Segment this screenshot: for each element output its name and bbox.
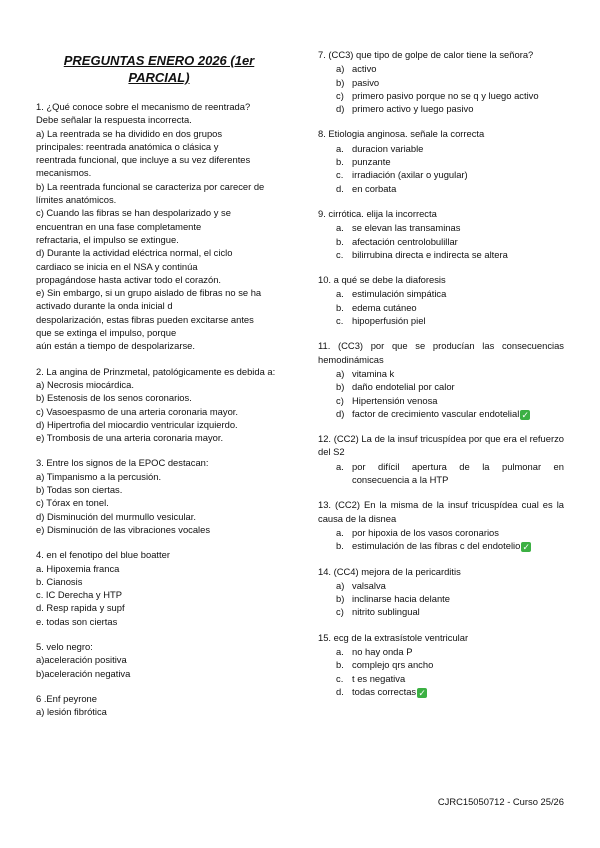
question-1-line: 1. ¿Qué conoce sobre el mecanismo de reentrada? [36,101,251,112]
question-4-option: c. IC Derecha y HTP [36,589,122,601]
question-1-line: refractaria, el impulso se extingue. [36,233,179,245]
option-marker: a. [336,460,344,472]
option-text: por hipoxia de los vasos coronarios [352,526,499,538]
question-14-option [318,579,564,592]
option-text: estimulación de las fibras c del endotelio [352,540,521,552]
question-8-option [318,155,564,168]
option-marker: a. [336,645,344,657]
question-7-option [318,102,564,115]
option-marker: a. [336,142,344,154]
question-3-option: b) Todas son ciertas. [36,484,123,496]
option-marker: a) [336,367,345,379]
question-7 [318,48,564,115]
question-5 [36,640,282,680]
question-7-option [318,76,564,89]
option-marker: c) [336,89,344,101]
option-text: daño endotelial por calor [352,381,455,393]
check-mark-icon: ✓ [521,409,530,420]
question-1-line: despolarización, estas fibras pueden excitarse antes [36,313,254,325]
question-13-option [318,526,564,539]
question-14-option [318,605,564,618]
question-14-option [318,592,564,605]
question-9-option [318,221,564,234]
option-text: t es negativa [352,672,406,684]
question-1-line: límites anatómicos. [36,194,117,206]
question-2-option: b) Estenosis de los senos coronarios. [36,392,192,404]
option-text: complejo qrs ancho [352,659,434,671]
left-column [36,48,282,730]
question-1-line: cardiaco se inicia en el NSA y continúa [36,260,198,272]
option-text: inclinarse hacia delante [352,593,450,605]
question-3-option: c) Tórax en tonel. [36,497,109,509]
question-3-option: e) Disminución de las vibraciones vocales [36,523,211,535]
question-10-text: 10. a qué se debe la diaforesis [318,274,446,286]
option-text: primero pasivo porque no se q y luego activo [352,89,539,101]
question-6-text: 6 .Enf peyrone [36,692,97,704]
option-marker: d. [336,182,344,194]
question-1-line: e) Sin embargo, si un grupo aislado de fibras no se ha [36,287,262,299]
option-text: nitrito sublingual [352,606,420,618]
question-11-text: 11. (CC3) por que se producían las consecuencias hemodinámicas [318,340,564,365]
option-text: estimulación simpática [352,288,447,300]
page-title [36,52,282,86]
option-marker: c) [336,606,344,618]
question-3 [36,456,282,536]
option-text: activo [352,63,377,75]
question-1-line: activado durante la onda inicial d [36,300,173,312]
option-marker: a. [336,222,344,234]
option-text: factor de crecimiento vascular endotelial [352,407,520,419]
option-marker: b) [336,593,345,605]
question-10-option [318,287,564,300]
option-marker: a. [336,288,344,300]
question-11 [318,339,564,420]
question-1 [36,100,282,353]
question-1-line: encuentran en una fase completamente [36,220,202,232]
question-3-text: 3. Entre los signos de la EPOC destacan: [36,457,209,469]
right-column [318,48,564,710]
option-marker: a) [336,63,345,75]
option-marker: a) [336,579,345,591]
option-marker: b. [336,301,344,313]
option-marker: c. [336,169,344,181]
option-text: afectación centrolobulillar [352,235,458,247]
option-marker: c. [336,315,344,327]
option-marker: b) [336,76,345,88]
question-8-option [318,142,564,155]
question-3-option: a) Timpanismo a la percusión. [36,470,162,482]
question-4-text: 4. en el fenotipo del blue boatter [36,549,170,561]
option-text: punzante [352,156,391,168]
question-1-line: aún están a tiempo de despolarizarse. [36,340,195,352]
question-1-line: mecanismos. [36,167,92,179]
option-marker: b. [336,659,344,671]
question-4 [36,548,282,628]
question-13-option [318,539,564,552]
question-15-option [318,685,564,698]
option-text: edema cutáneo [352,301,417,313]
question-1-line: b) La reentrada funcional se caracteriza por carecer de [36,180,265,192]
option-marker: d) [336,407,345,419]
option-marker: d. [336,685,344,697]
question-1-line: d) Durante la actividad eléctrica normal, el ciclo [36,247,233,259]
option-text: Hipertensión venosa [352,394,438,406]
option-text: irradiación (axilar o yugular) [352,169,468,181]
question-4-option: e. todas son ciertas [36,615,118,627]
option-text: bilirrubina directa e indirecta se altera [352,248,508,260]
option-marker: b) [336,381,345,393]
question-5-option: b)aceleración negativa [36,667,131,679]
title-line-1: PREGUNTAS ENERO 2026 (1er [63,53,255,68]
question-12 [318,432,564,486]
check-mark-icon: ✓ [522,542,531,553]
question-4-option: b. Cianosis [36,575,83,587]
question-11-option [318,367,564,380]
option-text-line: consecuencia a la HTP [352,474,449,486]
question-8 [318,127,564,194]
page-footer: CJRC15050712 - Curso 25/26 [437,796,564,807]
question-1-line: principales: reentrada anatómica o clásica y [36,140,219,152]
question-1-line: Debe señalar la respuesta incorrecta. [36,114,192,126]
option-text: primero activo y luego pasivo [352,103,474,115]
question-11-option [318,394,564,407]
question-10-option [318,301,564,314]
question-1-line: que se extinga el impulso, porque [36,327,177,339]
question-2-option: c) Vasoespasmo de una arteria coronaria mayor. [36,405,239,417]
question-8-text: 8. Etiologia anginosa. señale la correcta [318,128,485,140]
question-1-line: a) La reentrada se ha dividido en dos grupos [36,127,223,139]
question-14 [318,565,564,619]
option-text: duracion variable [352,142,424,154]
question-15-text: 15. ecg de la extrasístole ventricular [318,631,469,643]
question-11-option [318,380,564,393]
question-7-option [318,62,564,75]
question-5-option: a)aceleración positiva [36,654,127,666]
question-4-option: a. Hipoxemia franca [36,562,120,574]
question-15-option [318,645,564,658]
question-5-text: 5. velo negro: [36,640,93,652]
option-text: valsalva [352,579,386,591]
option-marker: b. [336,540,344,552]
question-12-option [318,460,564,487]
option-text: se elevan las transaminas [352,222,461,234]
option-text: todas correctas [352,685,417,697]
check-mark-icon: ✓ [418,687,426,698]
question-1-line: reentrada funcional, que incluye a su vez diferentes [36,154,251,166]
option-marker: c) [336,394,344,406]
question-9-option [318,248,564,261]
option-marker: c. [336,248,344,260]
question-9 [318,207,564,261]
question-10-option [318,314,564,327]
question-2 [36,365,282,445]
question-6-option: a) lesión fibrótica [36,706,107,718]
option-text: no hay onda P [352,645,413,657]
question-8-option [318,168,564,181]
question-13 [318,498,564,552]
question-2-text: 2. La angina de Prinzmetal, patológicamente es debida a: [36,365,276,377]
option-marker: d) [336,103,345,115]
option-marker: c. [336,672,344,684]
question-2-option: d) Hipertrofia del miocardio ventricular izquierdo. [36,418,238,430]
option-text: vitamina k [352,367,395,379]
option-text: hipoperfusión piel [352,315,426,327]
question-15-option [318,672,564,685]
option-marker: a. [336,526,344,538]
question-6 [36,692,282,719]
question-3-option: d) Disminución del murmullo vesicular. [36,510,196,522]
question-2-option: a) Necrosis miocárdica. [36,378,134,390]
option-text: en corbata [352,182,397,194]
question-10 [318,273,564,327]
question-15-option [318,658,564,671]
question-4-option: d. Resp rapida y supf [36,602,125,614]
question-8-option [318,182,564,195]
question-7-text: 7. (CC3) que tipo de golpe de calor tiene la señora? [318,49,534,60]
question-14-text: 14. (CC4) mejora de la pericarditis [318,565,461,577]
question-9-option [318,235,564,248]
question-13-text: 13. (CC2) En la misma de la insuf tricuspídea cual es la causa de la disnea [318,499,564,524]
question-1-line: c) Cuando las fibras se han despolarizado y se [36,207,231,219]
option-text-line: por difícil apertura de la pulmonar en [352,460,564,472]
question-15 [318,631,564,698]
title-line-2: PARCIAL) [128,70,190,85]
question-9-text: 9. cirrótica. elija la incorrecta [318,207,437,219]
question-7-option [318,89,564,102]
option-marker: b. [336,235,344,247]
question-1-line: propagándose hasta activar todo el corazón. [36,273,222,285]
question-2-option: e) Trombosis de una arteria coronaria mayor. [36,432,224,444]
option-marker: b. [336,156,344,168]
question-12-text: 12. (CC2) La de la insuf tricuspídea por que era el refuerzo del S2 [318,433,564,458]
question-11-option [318,407,564,420]
option-text: pasivo [352,76,380,88]
